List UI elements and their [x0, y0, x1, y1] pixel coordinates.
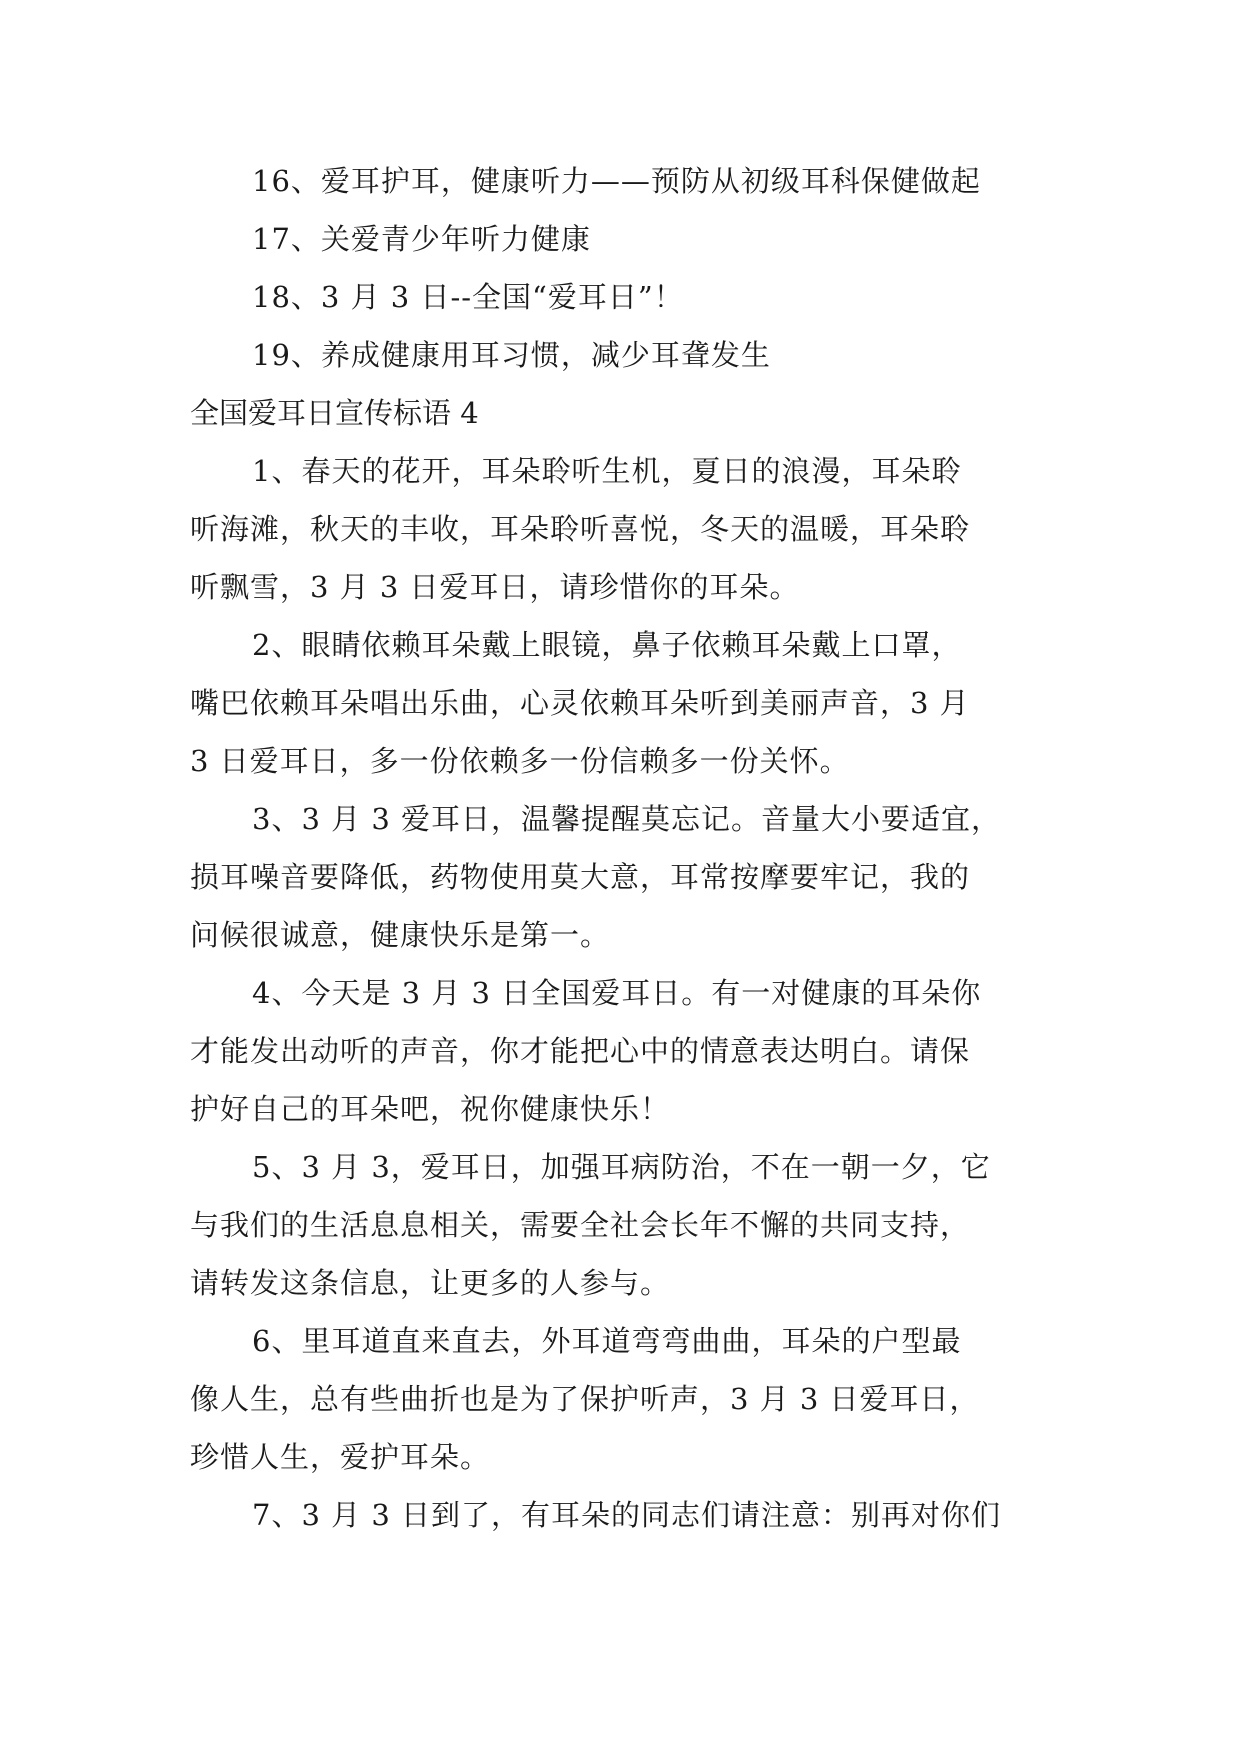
paragraph-line: 4、今天是 3 月 3 日全国爱耳日。有一对健康的耳朵你 — [252, 976, 982, 1010]
paragraph-line: 珍惜人生，爱护耳朵。 — [190, 1440, 491, 1474]
paragraph-line: 嘴巴依赖耳朵唱出乐曲，心灵依赖耳朵听到美丽声音，3 月 — [190, 686, 970, 720]
list-item: 18、3 月 3 日--全国“爱耳日”！ — [252, 280, 684, 314]
paragraph-2 — [190, 616, 1052, 790]
paragraph-line: 护好自己的耳朵吧，祝你健康快乐！ — [190, 1092, 671, 1126]
paragraph-line: 请转发这条信息，让更多的人参与。 — [190, 1266, 671, 1300]
paragraph-line: 与我们的生活息息相关，需要全社会长年不懈的共同支持， — [190, 1208, 971, 1242]
paragraph-line: 6、里耳道直来直去，外耳道弯弯曲曲，耳朵的户型最 — [252, 1324, 962, 1358]
document-body — [190, 152, 1052, 1544]
paragraph-4 — [190, 964, 1052, 1138]
paragraph-line: 5、3 月 3，爱耳日，加强耳病防治，不在一朝一夕，它 — [252, 1150, 991, 1184]
paragraph-line: 3、3 月 3 爱耳日，温馨提醒莫忘记。音量大小要适宜， — [252, 802, 1002, 836]
section-title: 全国爱耳日宣传标语 4 — [190, 396, 479, 430]
paragraph-5 — [190, 1138, 1052, 1312]
paragraph-3 — [190, 790, 1052, 964]
paragraph-6 — [190, 1312, 1052, 1486]
paragraph-line: 问候很诚意，健康快乐是第一。 — [190, 918, 611, 952]
list-item: 16、爱耳护耳，健康听力——预防从初级耳科保健做起 — [252, 164, 981, 198]
list-item: 19、养成健康用耳习惯，减少耳聋发生 — [252, 338, 771, 372]
paragraph-line: 7、3 月 3 日到了，有耳朵的同志们请注意：别再对你们 — [252, 1498, 1002, 1532]
paragraph-line: 才能发出动听的声音，你才能把心中的情意表达明白。请保 — [190, 1034, 971, 1068]
paragraph-line: 3 日爱耳日，多一份依赖多一份信赖多一份关怀。 — [190, 744, 850, 778]
paragraph-line: 2、眼睛依赖耳朵戴上眼镜，鼻子依赖耳朵戴上口罩， — [252, 628, 962, 662]
paragraph-line: 听飘雪，3 月 3 日爱耳日，请珍惜你的耳朵。 — [190, 570, 800, 604]
paragraph-7 — [190, 1486, 1052, 1544]
paragraph-line: 1、春天的花开，耳朵聆听生机，夏日的浪漫，耳朵聆 — [252, 454, 962, 488]
list-item: 17、关爱青少年听力健康 — [252, 222, 591, 256]
paragraph-line: 损耳噪音要降低，药物使用莫大意，耳常按摩要牢记，我的 — [190, 860, 971, 894]
paragraph-line: 像人生，总有些曲折也是为了保护听声，3 月 3 日爱耳日， — [190, 1382, 980, 1416]
paragraph-line: 听海滩，秋天的丰收，耳朵聆听喜悦，冬天的温暖，耳朵聆 — [190, 512, 971, 546]
paragraph-1 — [190, 442, 1052, 616]
